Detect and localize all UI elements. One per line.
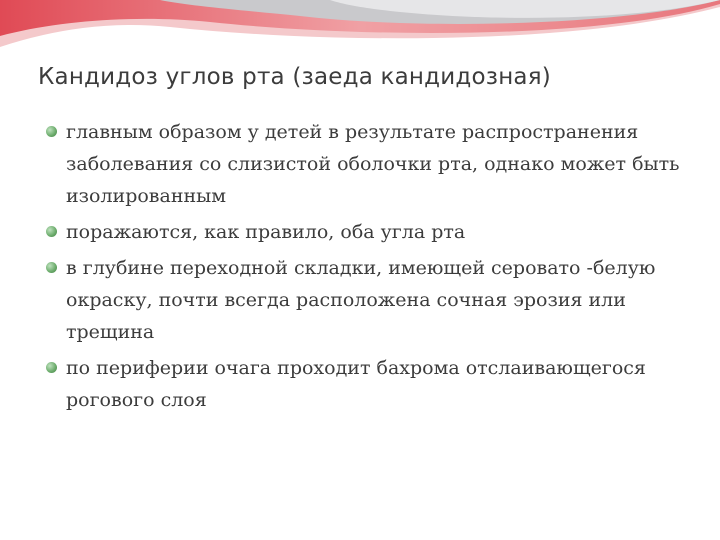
bullet-text: главным образом у детей в результате распространения заболевания со слизистой оболочки рта, однако может быть изолированным [66, 121, 680, 207]
bullet-item [46, 352, 706, 416]
slide-title: Кандидоз углов рта (заеда кандидозная) [38, 64, 551, 90]
header-wave-decoration [0, 0, 720, 70]
bullet-text: в глубине переходной складки, имеющей серовато -белую окраску, почти всегда расположена сочная эрозия или трещина [66, 257, 656, 343]
bullet-dot-icon [46, 262, 57, 273]
bullet-item [46, 216, 706, 248]
bullet-text: по периферии очага проходит бахрома отслаивающегося рогового слоя [66, 357, 646, 411]
bullet-text: поражаются, как правило, оба угла рта [66, 221, 466, 243]
bullet-dot-icon [46, 226, 57, 237]
bullet-list [46, 116, 706, 420]
bullet-item [46, 252, 706, 348]
bullet-item [46, 116, 706, 212]
bullet-dot-icon [46, 126, 57, 137]
bullet-dot-icon [46, 362, 57, 373]
